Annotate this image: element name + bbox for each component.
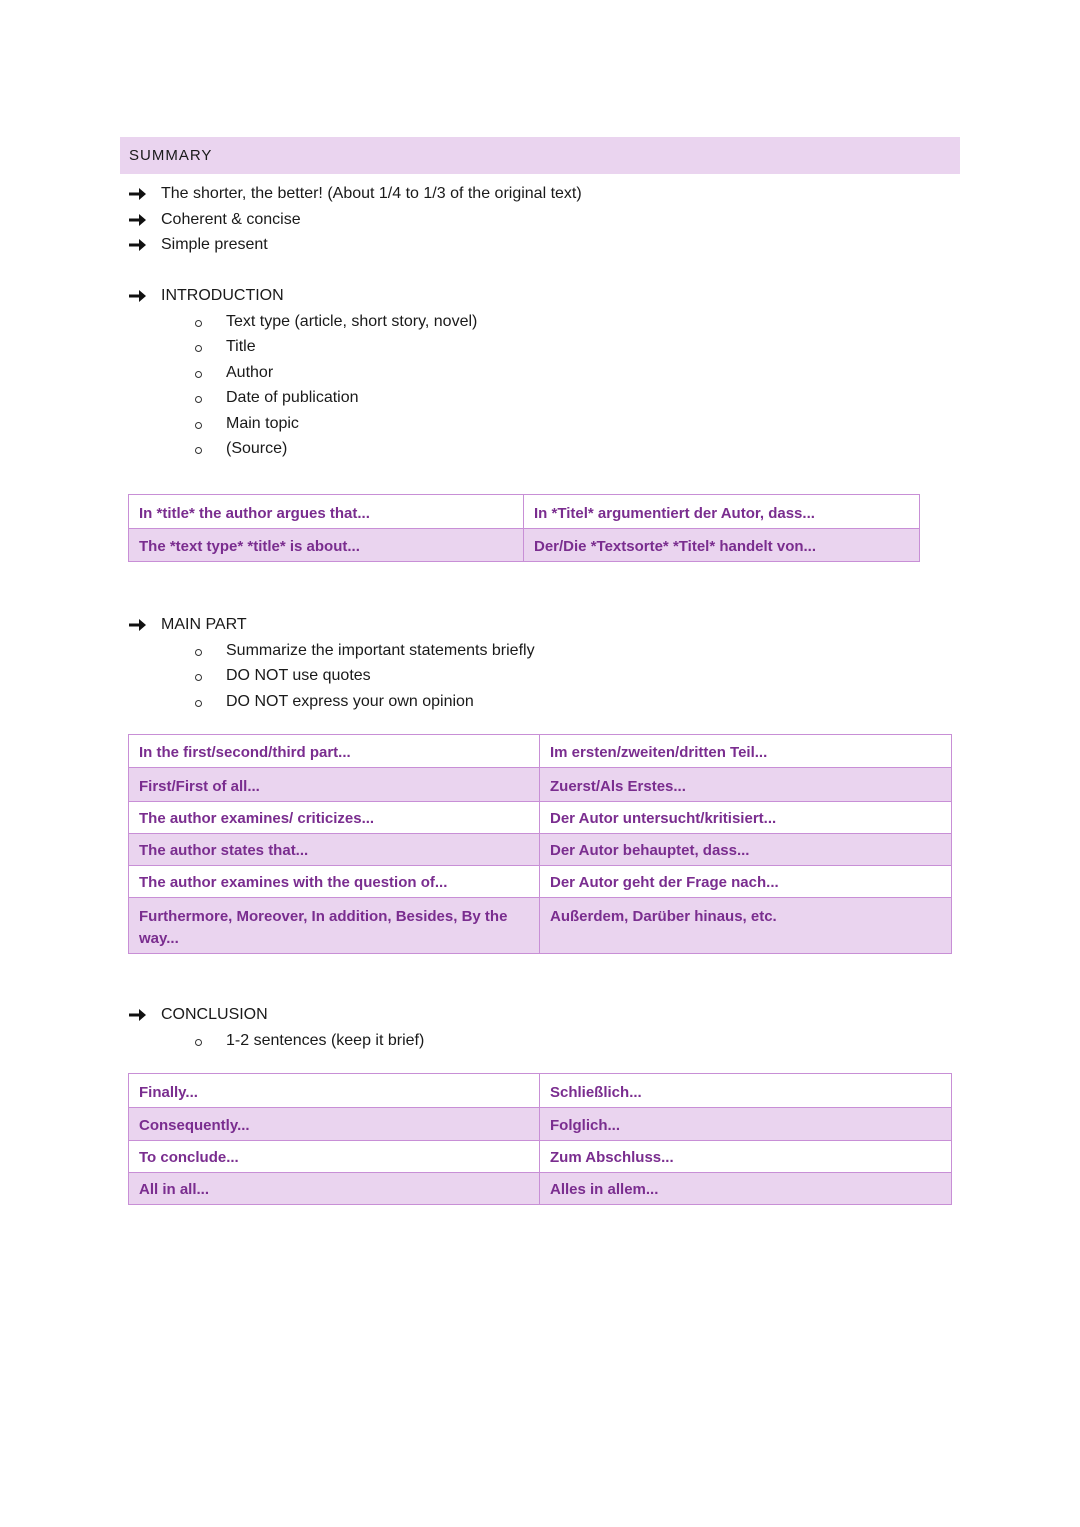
phrase-english: In the first/second/third part... (129, 735, 540, 768)
phrase-row (129, 834, 952, 866)
phrase-german: Alles in allem... (540, 1173, 952, 1205)
phrase-english: To conclude... (129, 1141, 540, 1173)
phrase-english: The *text type* *title* is about... (129, 529, 524, 562)
main-part-item: DO NOT use quotes (226, 667, 371, 684)
arrow-right-icon (128, 235, 148, 255)
phrase-row (129, 1074, 952, 1108)
phrase-english: In *title* the author argues that... (129, 495, 524, 529)
main-part-item: Summarize the important statements briefly (226, 642, 535, 659)
phrase-row (129, 1173, 952, 1205)
phrase-german: Der/Die *Textsorte* *Titel* handelt von... (524, 529, 920, 562)
phrase-english: Consequently... (129, 1108, 540, 1141)
phrase-row (129, 898, 952, 954)
phrase-german: Der Autor behauptet, dass... (540, 834, 952, 866)
general-point: Simple present (161, 236, 268, 253)
general-point: Coherent & concise (161, 211, 301, 228)
introduction-heading: INTRODUCTION (161, 287, 284, 304)
general-point: The shorter, the better! (About 1/4 to 1/3 of the original text) (161, 185, 582, 202)
hollow-circle-bullet-icon (195, 396, 202, 403)
phrase-english: Furthermore, Moreover, In addition, Besides, By the way... (129, 898, 540, 954)
phrase-english: All in all... (129, 1173, 540, 1205)
hollow-circle-bullet-icon (195, 320, 202, 327)
arrow-right-icon (128, 184, 148, 204)
arrow-right-icon (128, 286, 148, 306)
hollow-circle-bullet-icon (195, 700, 202, 707)
hollow-circle-bullet-icon (195, 422, 202, 429)
phrase-english: Finally... (129, 1074, 540, 1108)
phrase-row (129, 495, 920, 529)
main-part-heading: MAIN PART (161, 616, 247, 633)
hollow-circle-bullet-icon (195, 649, 202, 656)
phrase-row (129, 529, 920, 562)
phrase-german: Zum Abschluss... (540, 1141, 952, 1173)
introduction-item: Main topic (226, 415, 299, 432)
phrase-english: The author examines with the question of... (129, 866, 540, 898)
introduction-item: Author (226, 364, 274, 381)
phrase-german: Zuerst/Als Erstes... (540, 768, 952, 802)
phrase-row (129, 802, 952, 834)
phrase-english: The author states that... (129, 834, 540, 866)
phrase-english: The author examines/ criticizes... (129, 802, 540, 834)
page-title-text: SUMMARY (129, 147, 213, 164)
hollow-circle-bullet-icon (195, 674, 202, 681)
phrase-row (129, 768, 952, 802)
hollow-circle-bullet-icon (195, 447, 202, 454)
phrase-german: Außerdem, Darüber hinaus, etc. (540, 898, 952, 954)
introduction-item: Title (226, 338, 256, 355)
conclusion-item: 1-2 sentences (keep it brief) (226, 1032, 425, 1049)
conclusion-phrase-table (128, 1073, 952, 1205)
main-part-phrase-table (128, 734, 952, 954)
arrow-right-icon (128, 1005, 148, 1025)
phrase-german: Der Autor geht der Frage nach... (540, 866, 952, 898)
introduction-phrase-table (128, 494, 920, 562)
hollow-circle-bullet-icon (195, 1039, 202, 1046)
phrase-row (129, 735, 952, 768)
page-title (120, 137, 960, 174)
hollow-circle-bullet-icon (195, 371, 202, 378)
hollow-circle-bullet-icon (195, 345, 202, 352)
phrase-row (129, 1108, 952, 1141)
main-part-item: DO NOT express your own opinion (226, 693, 474, 710)
introduction-item: Text type (article, short story, novel) (226, 313, 478, 330)
phrase-german: Der Autor untersucht/kritisiert... (540, 802, 952, 834)
phrase-english: First/First of all... (129, 768, 540, 802)
phrase-german: Schließlich... (540, 1074, 952, 1108)
arrow-right-icon (128, 615, 148, 635)
phrase-german: Folglich... (540, 1108, 952, 1141)
phrase-row (129, 1141, 952, 1173)
phrase-german: In *Titel* argumentiert der Autor, dass... (524, 495, 920, 529)
conclusion-heading: CONCLUSION (161, 1006, 268, 1023)
phrase-german: Im ersten/zweiten/dritten Teil... (540, 735, 952, 768)
arrow-right-icon (128, 210, 148, 230)
phrase-row (129, 866, 952, 898)
introduction-item: Date of publication (226, 389, 359, 406)
introduction-item: (Source) (226, 440, 288, 457)
